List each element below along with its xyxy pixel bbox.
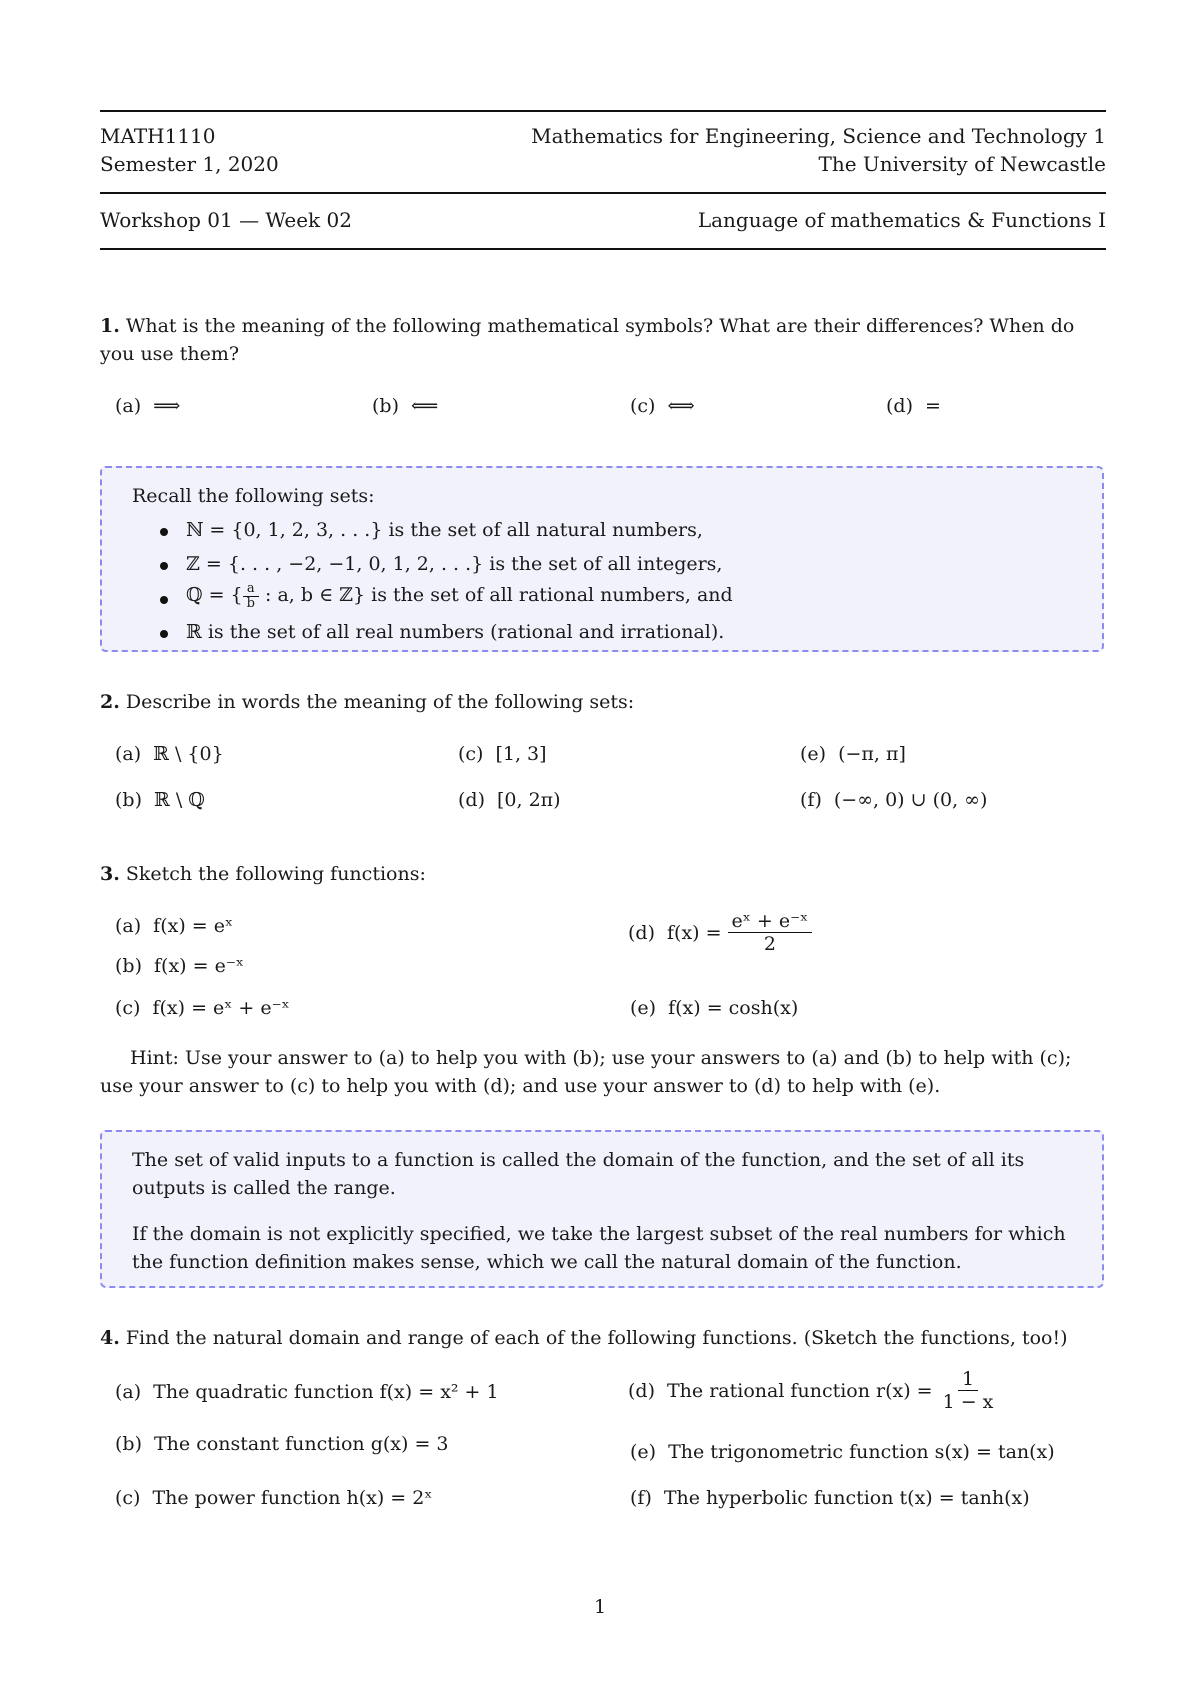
q4-item-c-label: (c) bbox=[115, 1487, 141, 1509]
domain-para-2b: the function definition makes sense, which we call the natural domain of the function. bbox=[132, 1251, 962, 1273]
set-integers: ℤ = {. . . , −2, −1, 0, 1, 2, . . .} is the set of all integers, bbox=[186, 553, 723, 575]
q1-item-a-label: (a) bbox=[115, 395, 142, 417]
bullet-dot bbox=[160, 562, 168, 570]
bullet-dot bbox=[160, 528, 168, 536]
q2-item-a-expr: ℝ \ {0} bbox=[153, 743, 224, 765]
header-bottom-rule bbox=[100, 248, 1106, 250]
q1-item-a bbox=[115, 392, 180, 420]
q3-item-c-expr: f(x) = eˣ + e⁻ˣ bbox=[152, 997, 290, 1019]
q3-prompt bbox=[100, 860, 1106, 888]
q3-item-a-label: (a) bbox=[115, 915, 142, 937]
q2-item-a-label: (a) bbox=[115, 743, 142, 765]
q4-item-b-expr: The constant function g(x) = 3 bbox=[154, 1433, 449, 1455]
sets-intro: Recall the following sets: bbox=[132, 485, 375, 507]
q3-text: Sketch the following functions: bbox=[125, 863, 426, 885]
course-title: Mathematics for Engineering, Science and Technology 1 bbox=[531, 124, 1106, 148]
q3-item-d-expr-pre: f(x) = bbox=[667, 921, 722, 944]
q1-item-b-expr: ⟸ bbox=[411, 395, 439, 417]
fraction-numerator: eˣ + e⁻ˣ bbox=[728, 910, 813, 933]
q4-item-e-label: (e) bbox=[630, 1441, 657, 1463]
fraction-denominator: b bbox=[246, 595, 255, 611]
q4-item-b bbox=[115, 1430, 449, 1458]
q3-hint-line-2: use your answer to (c) to help you with (d); and use your answer to (d) to help with (e). bbox=[100, 1075, 941, 1097]
q4-item-f bbox=[630, 1484, 1030, 1512]
q2-item-d-label: (d) bbox=[458, 789, 485, 811]
domain-para-1a: The set of valid inputs to a function is called the domain of the function, and the set of all its bbox=[132, 1149, 1025, 1171]
q1-text: What is the meaning of the following mathematical symbols? What are their differences? When do bbox=[125, 315, 1075, 337]
q1-item-d bbox=[886, 392, 941, 420]
set-rationals-pre: ℚ = { bbox=[186, 584, 243, 606]
q1-prompt-cont bbox=[100, 340, 1106, 368]
fraction-denominator: 1 − x bbox=[942, 1391, 994, 1413]
header-top-rule bbox=[100, 110, 1106, 112]
q3-item-e-expr: f(x) = cosh(x) bbox=[668, 997, 799, 1019]
bullet-dot bbox=[160, 596, 168, 604]
semester: Semester 1, 2020 bbox=[100, 152, 279, 176]
q4-item-c bbox=[115, 1484, 432, 1512]
q2-item-c bbox=[458, 740, 547, 768]
q3-item-e-label: (e) bbox=[630, 997, 657, 1019]
q1-item-c bbox=[630, 392, 695, 420]
q4-item-d-expr-pre: The rational function r(x) = bbox=[667, 1379, 933, 1402]
bullet-dot bbox=[160, 630, 168, 638]
q3-item-a-expr: f(x) = eˣ bbox=[153, 915, 234, 937]
q2-item-b bbox=[115, 786, 205, 814]
q1-item-c-expr: ⟺ bbox=[667, 395, 695, 417]
q1-item-a-expr: ⟹ bbox=[153, 395, 181, 417]
q2-prompt bbox=[100, 688, 1106, 716]
q4-number: 4. bbox=[100, 1327, 120, 1349]
set-rationals bbox=[186, 581, 733, 611]
fraction-a-over-b bbox=[243, 582, 259, 611]
q1-item-d-label: (d) bbox=[886, 395, 913, 417]
q3-item-d bbox=[628, 910, 812, 955]
q2-item-b-expr: ℝ \ ℚ bbox=[154, 789, 205, 811]
q2-number: 2. bbox=[100, 691, 120, 713]
q2-item-a bbox=[115, 740, 224, 768]
set-reals: ℝ is the set of all real numbers (rational and irrational). bbox=[186, 621, 725, 643]
q4-item-c-expr: The power function h(x) = 2ˣ bbox=[152, 1487, 433, 1509]
course-code: MATH1110 bbox=[100, 124, 216, 148]
q3-item-a bbox=[115, 912, 233, 940]
q4-item-d-label: (d) bbox=[628, 1379, 655, 1402]
q4-item-f-expr: The hyperbolic function t(x) = tanh(x) bbox=[663, 1487, 1030, 1509]
q3-item-c bbox=[115, 994, 290, 1022]
q3-item-e bbox=[630, 994, 798, 1022]
q2-item-e-expr: (−π, π] bbox=[838, 743, 906, 765]
q1-item-c-label: (c) bbox=[630, 395, 656, 417]
q2-item-d-expr: [0, 2π) bbox=[497, 789, 561, 811]
fraction-numerator: 1 bbox=[958, 1368, 978, 1391]
set-rationals-post: : a, b ∈ ℤ} is the set of all rational numbers, and bbox=[265, 584, 733, 606]
q1-prompt bbox=[100, 312, 1106, 340]
page-number: 1 bbox=[593, 1596, 607, 1618]
domain-para-1b: outputs is called the range. bbox=[132, 1177, 396, 1199]
q3-number: 3. bbox=[100, 863, 120, 885]
q2-item-d bbox=[458, 786, 561, 814]
q2-item-b-label: (b) bbox=[115, 789, 142, 811]
fraction-numerator: a bbox=[243, 582, 259, 597]
q2-item-c-label: (c) bbox=[458, 743, 484, 765]
domain-para-2a: If the domain is not explicitly specified, we take the largest subset of the real numbers for which bbox=[132, 1223, 1066, 1245]
q3-item-b bbox=[115, 952, 244, 980]
q4-text: Find the natural domain and range of each of the following functions. (Sketch the functions, too!) bbox=[125, 1327, 1068, 1349]
q1-item-b-label: (b) bbox=[372, 395, 399, 417]
q4-item-a bbox=[115, 1378, 499, 1406]
q1-text-2: you use them? bbox=[100, 343, 240, 365]
q4-item-e bbox=[630, 1438, 1055, 1466]
q3-item-b-label: (b) bbox=[115, 955, 142, 977]
q3-item-c-label: (c) bbox=[115, 997, 141, 1019]
university: The University of Newcastle bbox=[818, 152, 1106, 176]
q2-item-c-expr: [1, 3] bbox=[495, 743, 547, 765]
topic-label: Language of mathematics & Functions I bbox=[697, 208, 1106, 232]
q3-hint-line-1: Hint: Use your answer to (a) to help you with (b); use your answers to (a) and (b) to help with (c); bbox=[130, 1047, 1072, 1069]
q3-item-d-label: (d) bbox=[628, 921, 655, 944]
q2-item-e bbox=[800, 740, 906, 768]
fraction-rational-fn bbox=[939, 1368, 998, 1413]
q4-item-f-label: (f) bbox=[630, 1487, 652, 1509]
q3-item-b-expr: f(x) = e⁻ˣ bbox=[154, 955, 244, 977]
q2-text: Describe in words the meaning of the following sets: bbox=[125, 691, 635, 713]
domain-definition-box bbox=[100, 1130, 1104, 1288]
header-row-3 bbox=[100, 206, 1106, 234]
header-row-1 bbox=[100, 122, 1106, 150]
q1-number: 1. bbox=[100, 315, 120, 337]
workshop-label: Workshop 01 — Week 02 bbox=[100, 208, 352, 232]
fraction-denominator: 2 bbox=[763, 933, 776, 955]
q1-item-b bbox=[372, 392, 438, 420]
q4-item-a-expr: The quadratic function f(x) = x² + 1 bbox=[153, 1381, 499, 1403]
q4-prompt bbox=[100, 1324, 1106, 1352]
q1-item-d-expr: = bbox=[925, 395, 941, 417]
q4-item-b-label: (b) bbox=[115, 1433, 142, 1455]
q2-item-f bbox=[800, 786, 987, 814]
header-mid-rule bbox=[100, 192, 1106, 194]
header-row-2 bbox=[100, 150, 1106, 178]
set-naturals: ℕ = {0, 1, 2, 3, . . .} is the set of all natural numbers, bbox=[186, 519, 703, 541]
q2-item-f-expr: (−∞, 0) ∪ (0, ∞) bbox=[833, 789, 988, 811]
q4-item-e-expr: The trigonometric function s(x) = tan(x) bbox=[668, 1441, 1055, 1463]
q2-item-e-label: (e) bbox=[800, 743, 827, 765]
q4-item-d bbox=[628, 1368, 997, 1413]
q4-item-a-label: (a) bbox=[115, 1381, 142, 1403]
sets-recall-box bbox=[100, 466, 1104, 652]
fraction-cosh-def bbox=[728, 910, 813, 955]
q2-item-f-label: (f) bbox=[800, 789, 822, 811]
